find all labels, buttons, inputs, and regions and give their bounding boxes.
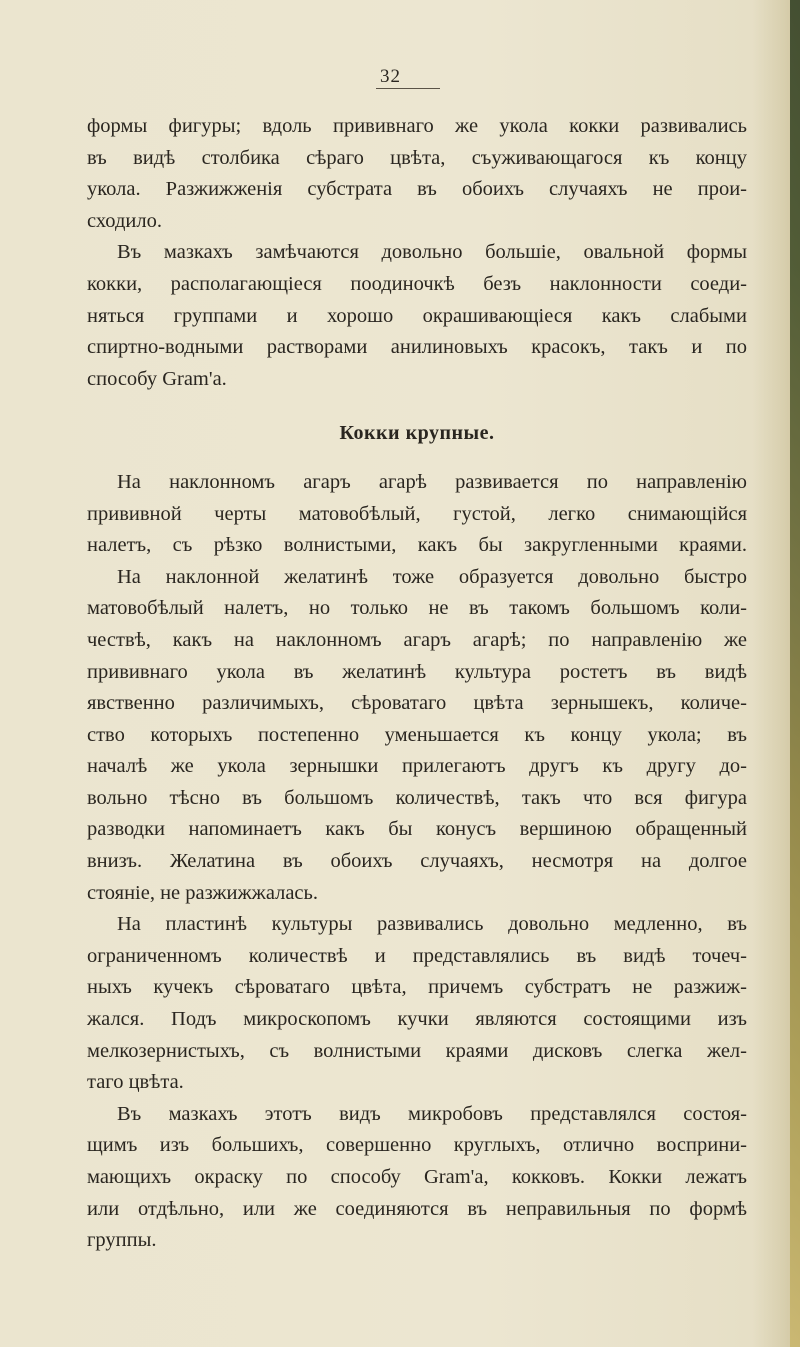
page-text: [87, 111, 747, 1257]
text-line: щимъ изъ большихъ, совершенно круглыхъ, отлично восприни-: [87, 1134, 747, 1157]
text-line: вольно тѣсно въ большомъ количествѣ, такъ что вся фигура: [87, 786, 747, 809]
text-line: внизъ. Желатина въ обоихъ случаяхъ, несмотря на долгое: [87, 850, 747, 873]
section-heading: Кокки крупные.: [339, 422, 495, 445]
text-line: налетъ, съ рѣзко волнистыми, какъ бы закругленными краями.: [87, 534, 747, 557]
text-line: началѣ же укола зернышки прилегаютъ другъ къ другу до-: [87, 755, 747, 778]
text-line: спиртно-водными растворами анилиновыхъ красокъ, такъ и по: [87, 336, 747, 359]
text-line: прививной черты матовобѣлый, густой, легко снимающійся: [87, 502, 747, 525]
text-line: укола. Разжижженія субстрата въ обоихъ случаяхъ не прои-: [87, 178, 747, 201]
text-line: матовобѣлый налетъ, но только не въ такомъ большомъ коли-: [87, 597, 747, 620]
page-number: 32: [380, 66, 401, 87]
text-line: мелкозернистыхъ, съ волнистыми краями дисковъ слегка жел-: [87, 1039, 747, 1062]
text-line: явственно различимыхъ, сѣроватаго цвѣта зернышекъ, количе-: [87, 692, 747, 715]
text-line: На пластинѣ культуры развивались довольно медленно, въ: [117, 913, 747, 936]
text-line: сходило.: [87, 209, 162, 232]
text-line: группы.: [87, 1229, 157, 1252]
page-number-rule: [376, 88, 440, 89]
text-line: кокки, располагающіеся поодиночкѣ безъ наклонности соеди-: [87, 272, 747, 295]
text-line: мающихъ окраску по способу Gram'а, кокковъ. Кокки лежатъ: [87, 1166, 747, 1188]
text-line: ство которыхъ постепенно уменьшается къ концу укола; въ: [87, 723, 747, 746]
text-line: разводки напоминаетъ какъ бы конусъ вершиною обращенный: [87, 818, 747, 841]
text-line: ограниченномъ количествѣ и представлялись въ видѣ точеч-: [87, 944, 747, 967]
text-line: стояніе, не разжижжалась.: [87, 881, 319, 904]
text-line: ныхъ кучекъ сѣроватаго цвѣта, причемъ субстратъ не разжиж-: [87, 976, 747, 999]
text-line: въ видѣ столбика сѣраго цвѣта, съуживающагося къ концу: [87, 146, 747, 169]
text-line: формы фигуры; вдоль прививнаго же укола кокки развивались: [87, 115, 747, 137]
text-line: няться группами и хорошо окрашивающіеся какъ слабыми: [87, 304, 747, 327]
text-line: способу Gram'а.: [87, 367, 227, 390]
text-line: Въ мазкахъ замѣчаются довольно большіе, овальной формы: [117, 241, 747, 264]
page-edge-shadow: [790, 0, 800, 1347]
text-line: Въ мазкахъ этотъ видъ микробовъ представлялся состоя-: [117, 1102, 747, 1125]
text-line: таго цвѣта.: [87, 1071, 184, 1094]
text-line: чествѣ, какъ на наклонномъ агаръ агарѣ; по направленію же: [87, 628, 747, 651]
text-line: прививнаго укола въ желатинѣ культура ростетъ въ видѣ: [87, 660, 747, 683]
text-line: На наклонной желатинѣ тоже образуется довольно быстро: [117, 565, 747, 588]
text-line: На наклонномъ агаръ агарѣ развивается по направленію: [117, 470, 747, 493]
text-line: или отдѣльно, или же соединяются въ неправильныя по формѣ: [87, 1197, 747, 1220]
text-line: жался. Подъ микроскопомъ кучки являются состоящими изъ: [87, 1008, 747, 1031]
